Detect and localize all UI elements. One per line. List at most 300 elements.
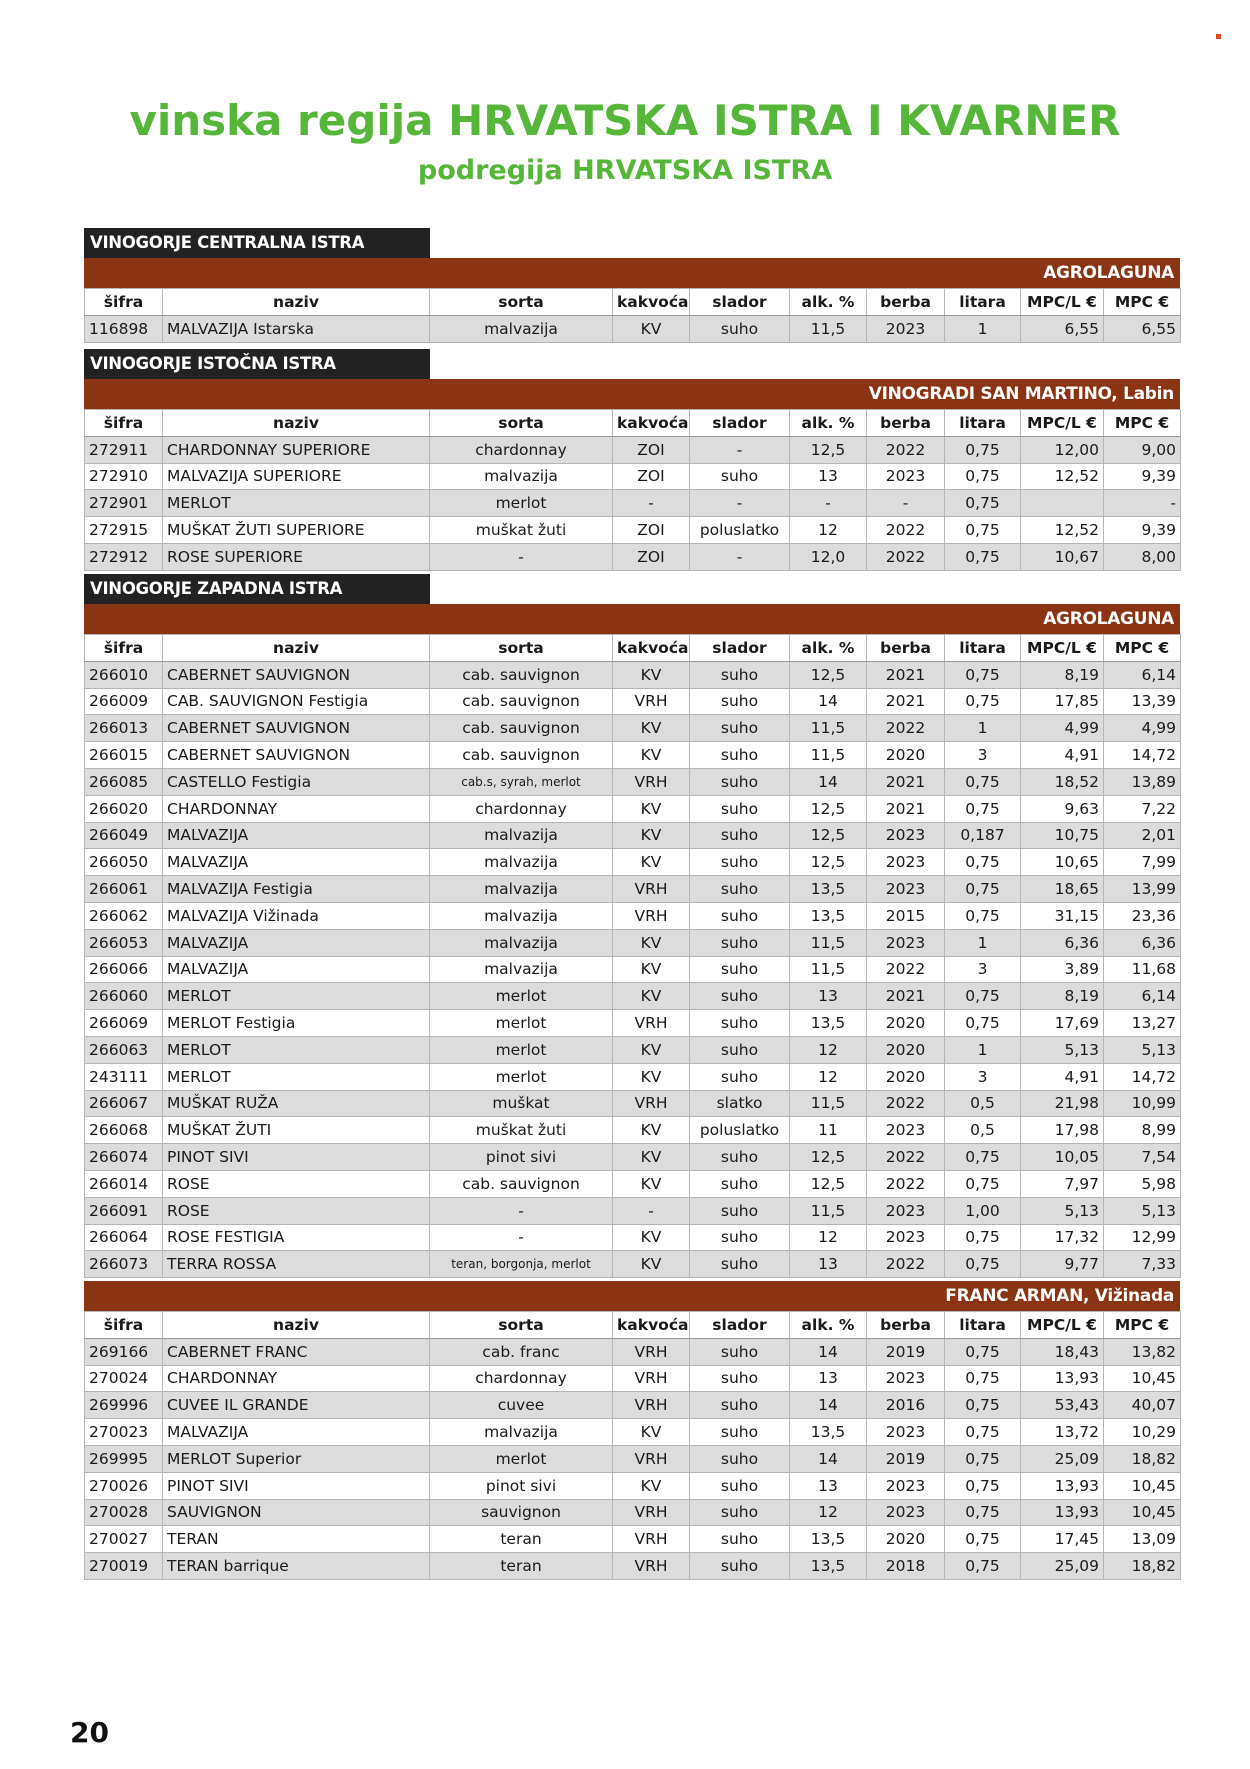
cell-slador: suho	[690, 1197, 790, 1224]
table-row	[85, 1117, 1181, 1144]
cell-berba: 2022	[867, 1144, 945, 1171]
cell-slador: suho	[690, 1144, 790, 1171]
section-0	[84, 228, 1180, 343]
column-header-alk: alk. %	[790, 1312, 867, 1339]
column-header-slador: slador	[690, 289, 790, 316]
cell-naziv: CASTELLO Festigia	[163, 768, 430, 795]
cell-sorta: sauvignon	[430, 1499, 613, 1526]
column-header-mpc: MPC €	[1104, 635, 1181, 662]
cell-mpc: 6,14	[1104, 983, 1181, 1010]
cell-sifra: 266068	[85, 1117, 163, 1144]
cell-litara: 0,75	[945, 543, 1021, 570]
column-header-mpc-l: MPC/L €	[1021, 635, 1104, 662]
column-header-mpc-l: MPC/L €	[1021, 1312, 1104, 1339]
cell-sorta: merlot	[430, 1010, 613, 1037]
cell-slador: suho	[690, 1392, 790, 1419]
cell-sorta: merlot	[430, 983, 613, 1010]
cell-litara: 0,75	[945, 1526, 1021, 1553]
cell-sorta: cab. sauvignon	[430, 715, 613, 742]
table-row	[85, 956, 1181, 983]
cell-slador: suho	[690, 876, 790, 903]
table-row	[85, 768, 1181, 795]
cell-mpc-l: 6,55	[1021, 315, 1104, 342]
cell-slador: suho	[690, 715, 790, 742]
cell-mpc: 13,89	[1104, 768, 1181, 795]
cell-berba: 2018	[867, 1553, 945, 1580]
cell-litara: 0,75	[945, 983, 1021, 1010]
cell-alk: 13	[790, 1472, 867, 1499]
cell-mpc-l: 3,89	[1021, 956, 1104, 983]
cell-sorta: merlot	[430, 1036, 613, 1063]
cell-mpc: 14,72	[1104, 742, 1181, 769]
cell-alk: 13	[790, 463, 867, 490]
column-header-berba: berba	[867, 1312, 945, 1339]
cell-kakvoca: KV	[613, 1419, 690, 1446]
cell-sorta: malvazija	[430, 956, 613, 983]
cell-kakvoca: KV	[613, 715, 690, 742]
cell-kakvoca: KV	[613, 742, 690, 769]
cell-kakvoca: KV	[613, 1036, 690, 1063]
cell-kakvoca: KV	[613, 983, 690, 1010]
table-row	[85, 1063, 1181, 1090]
wine-table	[84, 288, 1181, 343]
table-row	[85, 436, 1181, 463]
cell-sifra: 266014	[85, 1170, 163, 1197]
cell-mpc: 13,82	[1104, 1338, 1181, 1365]
cell-slador: suho	[690, 1010, 790, 1037]
cell-alk: 12,5	[790, 1144, 867, 1171]
cell-naziv: MUŠKAT RUŽA	[163, 1090, 430, 1117]
cell-naziv: MERLOT Festigia	[163, 1010, 430, 1037]
column-header-sifra: šifra	[85, 1312, 163, 1339]
cell-litara: 1,00	[945, 1197, 1021, 1224]
cell-litara: 0,5	[945, 1117, 1021, 1144]
cell-kakvoca: KV	[613, 661, 690, 688]
cell-kakvoca: KV	[613, 315, 690, 342]
cell-litara: 1	[945, 315, 1021, 342]
cell-sorta: muškat žuti	[430, 1117, 613, 1144]
cell-sifra: 266063	[85, 1036, 163, 1063]
cell-alk: 12,5	[790, 661, 867, 688]
cell-mpc: 7,99	[1104, 849, 1181, 876]
cell-mpc-l: 12,52	[1021, 463, 1104, 490]
column-header-alk: alk. %	[790, 410, 867, 437]
cell-mpc-l: 25,09	[1021, 1445, 1104, 1472]
cell-berba: 2019	[867, 1445, 945, 1472]
cell-mpc-l: 5,13	[1021, 1036, 1104, 1063]
table-row	[85, 1365, 1181, 1392]
table-row	[85, 795, 1181, 822]
cell-alk: 12	[790, 1224, 867, 1251]
cell-mpc: 9,39	[1104, 463, 1181, 490]
cell-mpc: 7,33	[1104, 1251, 1181, 1278]
cell-sorta: -	[430, 543, 613, 570]
cell-litara: 0,75	[945, 1445, 1021, 1472]
cell-kakvoca: VRH	[613, 1526, 690, 1553]
cell-sifra: 270028	[85, 1499, 163, 1526]
cell-naziv: TERRA ROSSA	[163, 1251, 430, 1278]
column-header-mpc-l: MPC/L €	[1021, 410, 1104, 437]
wine-table	[84, 1311, 1181, 1580]
cell-berba: 2023	[867, 315, 945, 342]
cell-mpc-l: 17,85	[1021, 688, 1104, 715]
table-row	[85, 742, 1181, 769]
cell-alk: 13,5	[790, 902, 867, 929]
cell-kakvoca: KV	[613, 1170, 690, 1197]
cell-litara: 3	[945, 1063, 1021, 1090]
cell-litara: 0,75	[945, 795, 1021, 822]
cell-alk: -	[790, 490, 867, 517]
cell-naziv: MALVAZIJA Istarska	[163, 315, 430, 342]
cell-kakvoca: ZOI	[613, 463, 690, 490]
cell-mpc: 10,29	[1104, 1419, 1181, 1446]
cell-sifra: 266069	[85, 1010, 163, 1037]
cell-alk: 12	[790, 1036, 867, 1063]
cell-alk: 13	[790, 1251, 867, 1278]
column-header-berba: berba	[867, 289, 945, 316]
cell-naziv: CABERNET FRANC	[163, 1338, 430, 1365]
cell-berba: 2021	[867, 983, 945, 1010]
cell-alk: 14	[790, 1445, 867, 1472]
cell-mpc-l: 31,15	[1021, 902, 1104, 929]
cell-sifra: 269995	[85, 1445, 163, 1472]
column-header-berba: berba	[867, 635, 945, 662]
corner-mark	[1216, 34, 1221, 39]
cell-mpc: 6,14	[1104, 661, 1181, 688]
column-header-slador: slador	[690, 1312, 790, 1339]
cell-litara: 0,75	[945, 1338, 1021, 1365]
region-heading: VINOGORJE ISTOČNA ISTRA	[84, 349, 430, 379]
column-header-mpc: MPC €	[1104, 410, 1181, 437]
cell-berba: 2020	[867, 1526, 945, 1553]
cell-litara: 0,75	[945, 688, 1021, 715]
cell-sorta: cab. franc	[430, 1338, 613, 1365]
cell-berba: 2023	[867, 822, 945, 849]
cell-mpc-l: 13,93	[1021, 1472, 1104, 1499]
cell-alk: 11,5	[790, 1197, 867, 1224]
cell-berba: 2023	[867, 1472, 945, 1499]
cell-mpc: 7,54	[1104, 1144, 1181, 1171]
table-row	[85, 1144, 1181, 1171]
cell-mpc-l: 17,69	[1021, 1010, 1104, 1037]
cell-naziv: MERLOT	[163, 1036, 430, 1063]
cell-sifra: 266085	[85, 768, 163, 795]
cell-mpc-l: 7,97	[1021, 1170, 1104, 1197]
cell-berba: 2020	[867, 1010, 945, 1037]
table-row	[85, 1010, 1181, 1037]
column-header-sifra: šifra	[85, 410, 163, 437]
cell-slador: suho	[690, 742, 790, 769]
cell-slador: -	[690, 490, 790, 517]
cell-sifra: 266053	[85, 929, 163, 956]
cell-mpc: 18,82	[1104, 1445, 1181, 1472]
cell-sorta: cab. sauvignon	[430, 688, 613, 715]
cell-slador: suho	[690, 1063, 790, 1090]
cell-mpc: 9,00	[1104, 436, 1181, 463]
cell-mpc: 4,99	[1104, 715, 1181, 742]
cell-kakvoca: VRH	[613, 1338, 690, 1365]
cell-slador: suho	[690, 1170, 790, 1197]
table-row	[85, 983, 1181, 1010]
cell-kakvoca: KV	[613, 1472, 690, 1499]
table-row	[85, 1338, 1181, 1365]
cell-slador: suho	[690, 1472, 790, 1499]
column-header-kakvoca: kakvoća	[613, 289, 690, 316]
cell-sifra: 266020	[85, 795, 163, 822]
cell-sorta: malvazija	[430, 822, 613, 849]
cell-kakvoca: ZOI	[613, 436, 690, 463]
cell-berba: 2020	[867, 1063, 945, 1090]
cell-mpc-l: 18,65	[1021, 876, 1104, 903]
cell-kakvoca: VRH	[613, 902, 690, 929]
cell-berba: 2023	[867, 876, 945, 903]
cell-naziv: PINOT SIVI	[163, 1472, 430, 1499]
region-heading: VINOGORJE ZAPADNA ISTRA	[84, 574, 430, 604]
cell-alk: 13,5	[790, 1553, 867, 1580]
cell-slador: poluslatko	[690, 517, 790, 544]
table-header-row	[85, 289, 1181, 316]
cell-alk: 13,5	[790, 876, 867, 903]
cell-mpc-l: 10,65	[1021, 849, 1104, 876]
cell-sorta: malvazija	[430, 315, 613, 342]
cell-naziv: MUŠKAT ŽUTI	[163, 1117, 430, 1144]
table-row	[85, 315, 1181, 342]
cell-alk: 11,5	[790, 956, 867, 983]
cell-alk: 14	[790, 688, 867, 715]
cell-sorta: merlot	[430, 1445, 613, 1472]
cell-mpc-l	[1021, 490, 1104, 517]
cell-slador: suho	[690, 1445, 790, 1472]
cell-berba: 2022	[867, 543, 945, 570]
column-header-kakvoca: kakvoća	[613, 410, 690, 437]
column-header-slador: slador	[690, 635, 790, 662]
table-row	[85, 1553, 1181, 1580]
cell-slador: suho	[690, 661, 790, 688]
cell-mpc-l: 10,67	[1021, 543, 1104, 570]
cell-mpc-l: 8,19	[1021, 661, 1104, 688]
cell-litara: 1	[945, 1036, 1021, 1063]
cell-slador: suho	[690, 983, 790, 1010]
cell-sorta: cab. sauvignon	[430, 661, 613, 688]
cell-naziv: ROSE	[163, 1197, 430, 1224]
cell-mpc: 13,27	[1104, 1010, 1181, 1037]
cell-sifra: 266013	[85, 715, 163, 742]
cell-mpc: 7,22	[1104, 795, 1181, 822]
cell-alk: 13	[790, 983, 867, 1010]
column-header-sorta: sorta	[430, 1312, 613, 1339]
cell-alk: 11,5	[790, 315, 867, 342]
cell-mpc: 6,36	[1104, 929, 1181, 956]
cell-sorta: cab. sauvignon	[430, 742, 613, 769]
cell-berba: 2023	[867, 849, 945, 876]
cell-naziv: CABERNET SAUVIGNON	[163, 661, 430, 688]
cell-sorta: malvazija	[430, 463, 613, 490]
producer-banner: VINOGRADI SAN MARTINO, Labin	[84, 379, 1180, 409]
cell-mpc-l: 5,13	[1021, 1197, 1104, 1224]
cell-mpc-l: 10,75	[1021, 822, 1104, 849]
cell-kakvoca: KV	[613, 1117, 690, 1144]
cell-mpc: 13,99	[1104, 876, 1181, 903]
cell-sifra: 266015	[85, 742, 163, 769]
cell-naziv: MERLOT	[163, 1063, 430, 1090]
cell-sifra: 266010	[85, 661, 163, 688]
cell-naziv: SAUVIGNON	[163, 1499, 430, 1526]
cell-slador: suho	[690, 463, 790, 490]
cell-kakvoca: VRH	[613, 1392, 690, 1419]
cell-slador: suho	[690, 688, 790, 715]
cell-kakvoca: VRH	[613, 1553, 690, 1580]
cell-naziv: ROSE	[163, 1170, 430, 1197]
cell-berba: 2015	[867, 902, 945, 929]
cell-alk: 12	[790, 1063, 867, 1090]
table-header-row	[85, 410, 1181, 437]
cell-kakvoca: ZOI	[613, 543, 690, 570]
cell-mpc-l: 4,91	[1021, 742, 1104, 769]
cell-mpc-l: 12,52	[1021, 517, 1104, 544]
cell-kakvoca: KV	[613, 822, 690, 849]
cell-berba: 2020	[867, 1036, 945, 1063]
cell-mpc: 5,98	[1104, 1170, 1181, 1197]
cell-alk: 12,5	[790, 436, 867, 463]
cell-alk: 11,5	[790, 715, 867, 742]
cell-sorta: chardonnay	[430, 1365, 613, 1392]
cell-mpc-l: 17,98	[1021, 1117, 1104, 1144]
cell-mpc-l: 17,45	[1021, 1526, 1104, 1553]
cell-kakvoca: KV	[613, 849, 690, 876]
table-row	[85, 463, 1181, 490]
column-header-sorta: sorta	[430, 289, 613, 316]
cell-sorta: chardonnay	[430, 436, 613, 463]
cell-sifra: 270027	[85, 1526, 163, 1553]
cell-sorta: merlot	[430, 490, 613, 517]
column-header-mpc: MPC €	[1104, 289, 1181, 316]
cell-sifra: 266060	[85, 983, 163, 1010]
cell-sorta: pinot sivi	[430, 1472, 613, 1499]
cell-alk: 11	[790, 1117, 867, 1144]
table-row	[85, 1419, 1181, 1446]
cell-mpc-l: 12,00	[1021, 436, 1104, 463]
cell-sifra: 266050	[85, 849, 163, 876]
table-row	[85, 1445, 1181, 1472]
cell-berba: -	[867, 490, 945, 517]
cell-naziv: TERAN	[163, 1526, 430, 1553]
cell-kakvoca: VRH	[613, 768, 690, 795]
cell-litara: 0,75	[945, 1499, 1021, 1526]
cell-kakvoca: ZOI	[613, 517, 690, 544]
cell-slador: suho	[690, 315, 790, 342]
cell-mpc-l: 6,36	[1021, 929, 1104, 956]
column-header-naziv: naziv	[163, 1312, 430, 1339]
cell-mpc: 13,09	[1104, 1526, 1181, 1553]
section-2	[84, 574, 1180, 1278]
cell-sorta: muškat	[430, 1090, 613, 1117]
cell-sorta: teran	[430, 1553, 613, 1580]
cell-kakvoca: VRH	[613, 1090, 690, 1117]
cell-naziv: MALVAZIJA	[163, 929, 430, 956]
cell-mpc: -	[1104, 490, 1181, 517]
cell-sorta: -	[430, 1197, 613, 1224]
cell-mpc: 10,45	[1104, 1499, 1181, 1526]
cell-naziv: MALVAZIJA Vižinada	[163, 902, 430, 929]
cell-berba: 2023	[867, 1117, 945, 1144]
cell-litara: 3	[945, 742, 1021, 769]
cell-mpc: 13,39	[1104, 688, 1181, 715]
cell-berba: 2022	[867, 956, 945, 983]
cell-litara: 0,75	[945, 1224, 1021, 1251]
cell-berba: 2023	[867, 1365, 945, 1392]
cell-berba: 2023	[867, 1224, 945, 1251]
cell-sifra: 266066	[85, 956, 163, 983]
cell-sorta: malvazija	[430, 902, 613, 929]
column-header-mpc-l: MPC/L €	[1021, 289, 1104, 316]
cell-mpc: 11,68	[1104, 956, 1181, 983]
cell-sorta: cab. sauvignon	[430, 1170, 613, 1197]
cell-alk: 12	[790, 1499, 867, 1526]
cell-berba: 2022	[867, 715, 945, 742]
cell-litara: 0,75	[945, 490, 1021, 517]
cell-mpc-l: 25,09	[1021, 1553, 1104, 1580]
cell-litara: 0,75	[945, 1419, 1021, 1446]
cell-alk: 12,5	[790, 822, 867, 849]
column-header-litara: litara	[945, 1312, 1021, 1339]
cell-mpc-l: 9,63	[1021, 795, 1104, 822]
table-header-row	[85, 635, 1181, 662]
cell-mpc-l: 13,93	[1021, 1365, 1104, 1392]
cell-naziv: CABERNET SAUVIGNON	[163, 742, 430, 769]
cell-litara: 0,75	[945, 1170, 1021, 1197]
cell-kakvoca: -	[613, 1197, 690, 1224]
cell-mpc: 14,72	[1104, 1063, 1181, 1090]
table-row	[85, 1224, 1181, 1251]
column-header-alk: alk. %	[790, 289, 867, 316]
cell-litara: 0,75	[945, 1553, 1021, 1580]
cell-litara: 0,75	[945, 876, 1021, 903]
cell-mpc-l: 53,43	[1021, 1392, 1104, 1419]
cell-berba: 2023	[867, 463, 945, 490]
cell-mpc: 8,99	[1104, 1117, 1181, 1144]
cell-slador: suho	[690, 1419, 790, 1446]
cell-mpc: 2,01	[1104, 822, 1181, 849]
cell-mpc: 6,55	[1104, 315, 1181, 342]
table-row	[85, 1472, 1181, 1499]
cell-slador: slatko	[690, 1090, 790, 1117]
cell-slador: suho	[690, 1251, 790, 1278]
cell-litara: 0,75	[945, 463, 1021, 490]
producer-banner: AGROLAGUNA	[84, 604, 1180, 634]
table-row	[85, 661, 1181, 688]
cell-sorta: pinot sivi	[430, 1144, 613, 1171]
cell-kakvoca: KV	[613, 929, 690, 956]
cell-alk: 11,5	[790, 1090, 867, 1117]
cell-naziv: MERLOT	[163, 983, 430, 1010]
table-row	[85, 543, 1181, 570]
cell-alk: 13,5	[790, 1010, 867, 1037]
cell-berba: 2020	[867, 742, 945, 769]
cell-sorta: -	[430, 1224, 613, 1251]
cell-naziv: PINOT SIVI	[163, 1144, 430, 1171]
cell-naziv: CABERNET SAUVIGNON	[163, 715, 430, 742]
column-header-sifra: šifra	[85, 635, 163, 662]
cell-sorta: malvazija	[430, 876, 613, 903]
cell-naziv: MALVAZIJA	[163, 849, 430, 876]
cell-alk: 13,5	[790, 1526, 867, 1553]
column-header-naziv: naziv	[163, 635, 430, 662]
cell-mpc-l: 4,99	[1021, 715, 1104, 742]
cell-kakvoca: KV	[613, 956, 690, 983]
cell-litara: 0,75	[945, 902, 1021, 929]
cell-slador: suho	[690, 1224, 790, 1251]
cell-naziv: ROSE FESTIGIA	[163, 1224, 430, 1251]
